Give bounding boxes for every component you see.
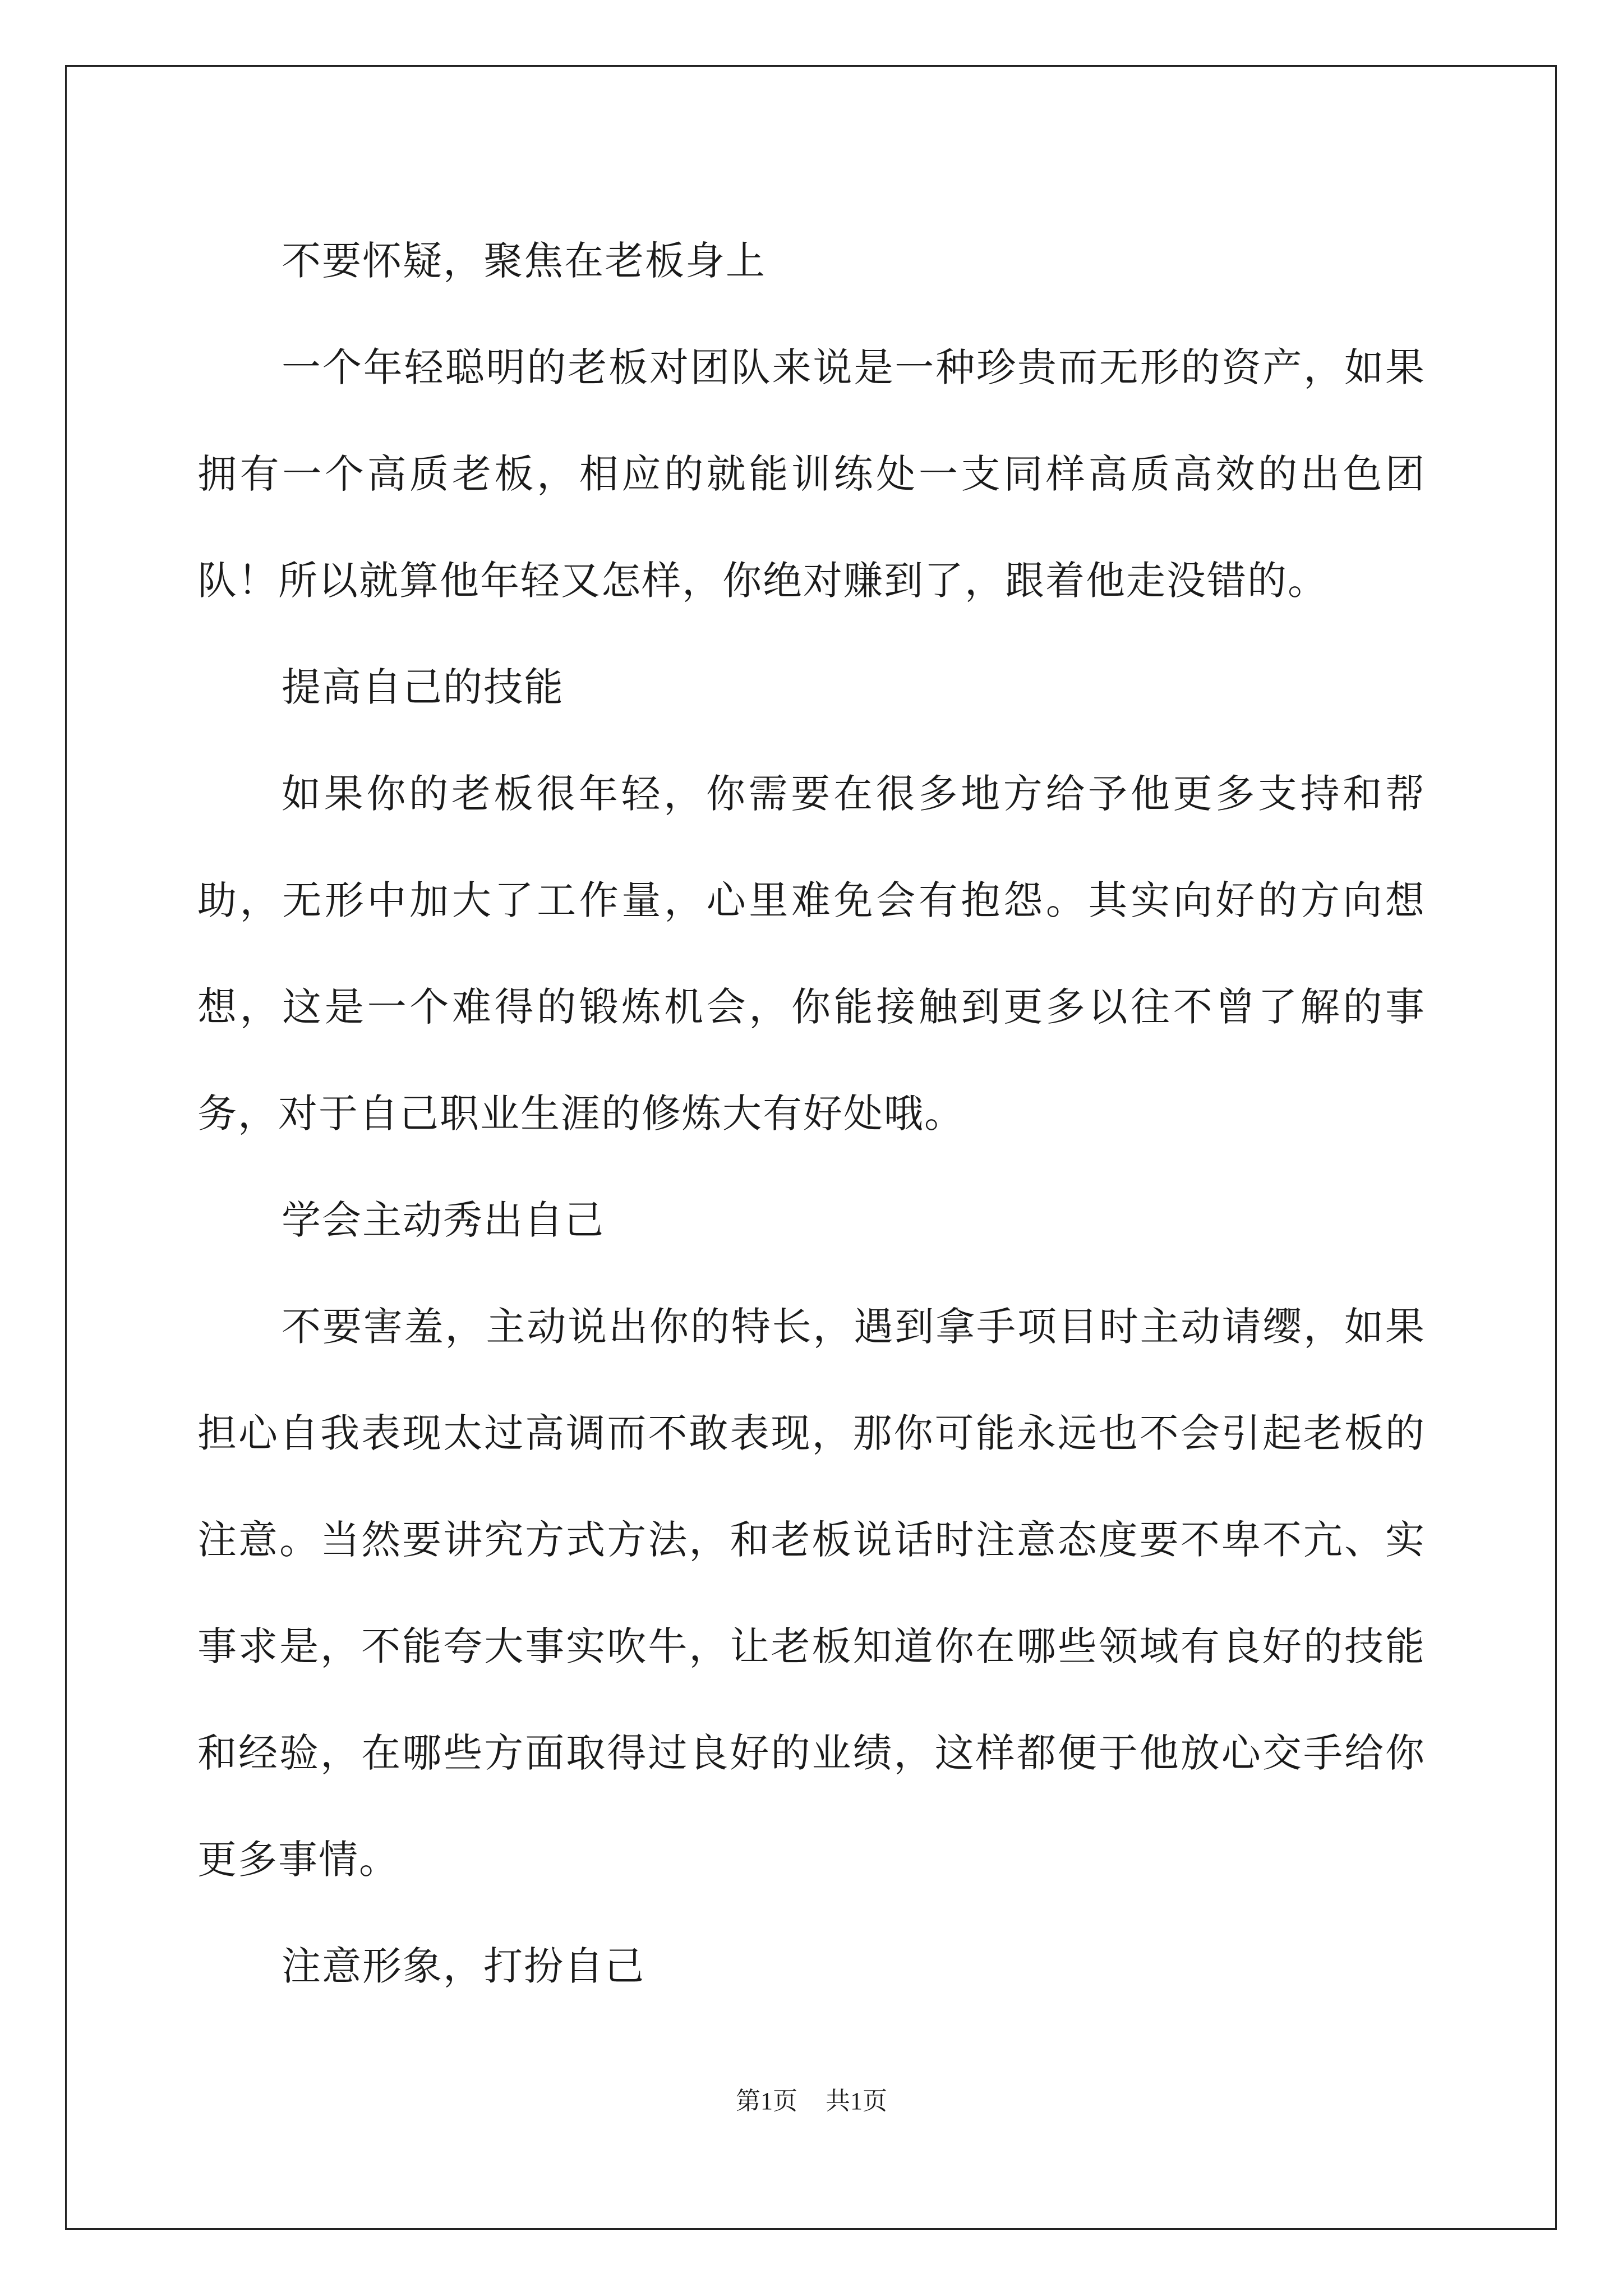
body-paragraph: 如果你的老板很年轻，你需要在很多地方给予他更多支持和帮助，无形中加大了工作量，心里难免会有抱怨。其实向好的方向想想，这是一个难得的锻炼机会，你能接触到更多以往不曾了解的事务，对于自己职业生涯的修炼大有好处哦。 (197, 771, 1426, 1137)
body-paragraph: 不要害羞，主动说出你的特长，遇到拿手项目时主动请缨，如果担心自我表现太过高调而不敢表现，那你可能永远也不会引起老板的注意。当然要讲究方式方法，和老板说话时注意态度要不卑不亢、实事求是，不能夸大事实吹牛，让老板知道你在哪些领域有良好的技能和经验，在哪些方面取得过良好的业绩，这样都便于他放心交手给你更多事情。 (197, 1304, 1426, 1883)
page-number: 第1页 (736, 2087, 797, 2115)
page-total: 共1页 (826, 2087, 887, 2115)
section-heading: 学会主动秀出自己 (282, 1197, 605, 1243)
section-heading: 不要怀疑，聚焦在老板身上 (282, 238, 766, 284)
section-heading: 提高自己的技能 (282, 664, 564, 710)
document-body (197, 208, 1426, 2019)
body-paragraph: 一个年轻聪明的老板对团队来说是一种珍贵而无形的资产，如果拥有一个高质老板，相应的就能训练处一支同样高质高效的出色团队！所以就算他年轻又怎样，你绝对赚到了，跟着他走没错的。 (197, 344, 1426, 604)
page-footer (0, 2085, 1623, 2118)
section-heading: 注意形象，打扮自己 (282, 1943, 645, 1989)
